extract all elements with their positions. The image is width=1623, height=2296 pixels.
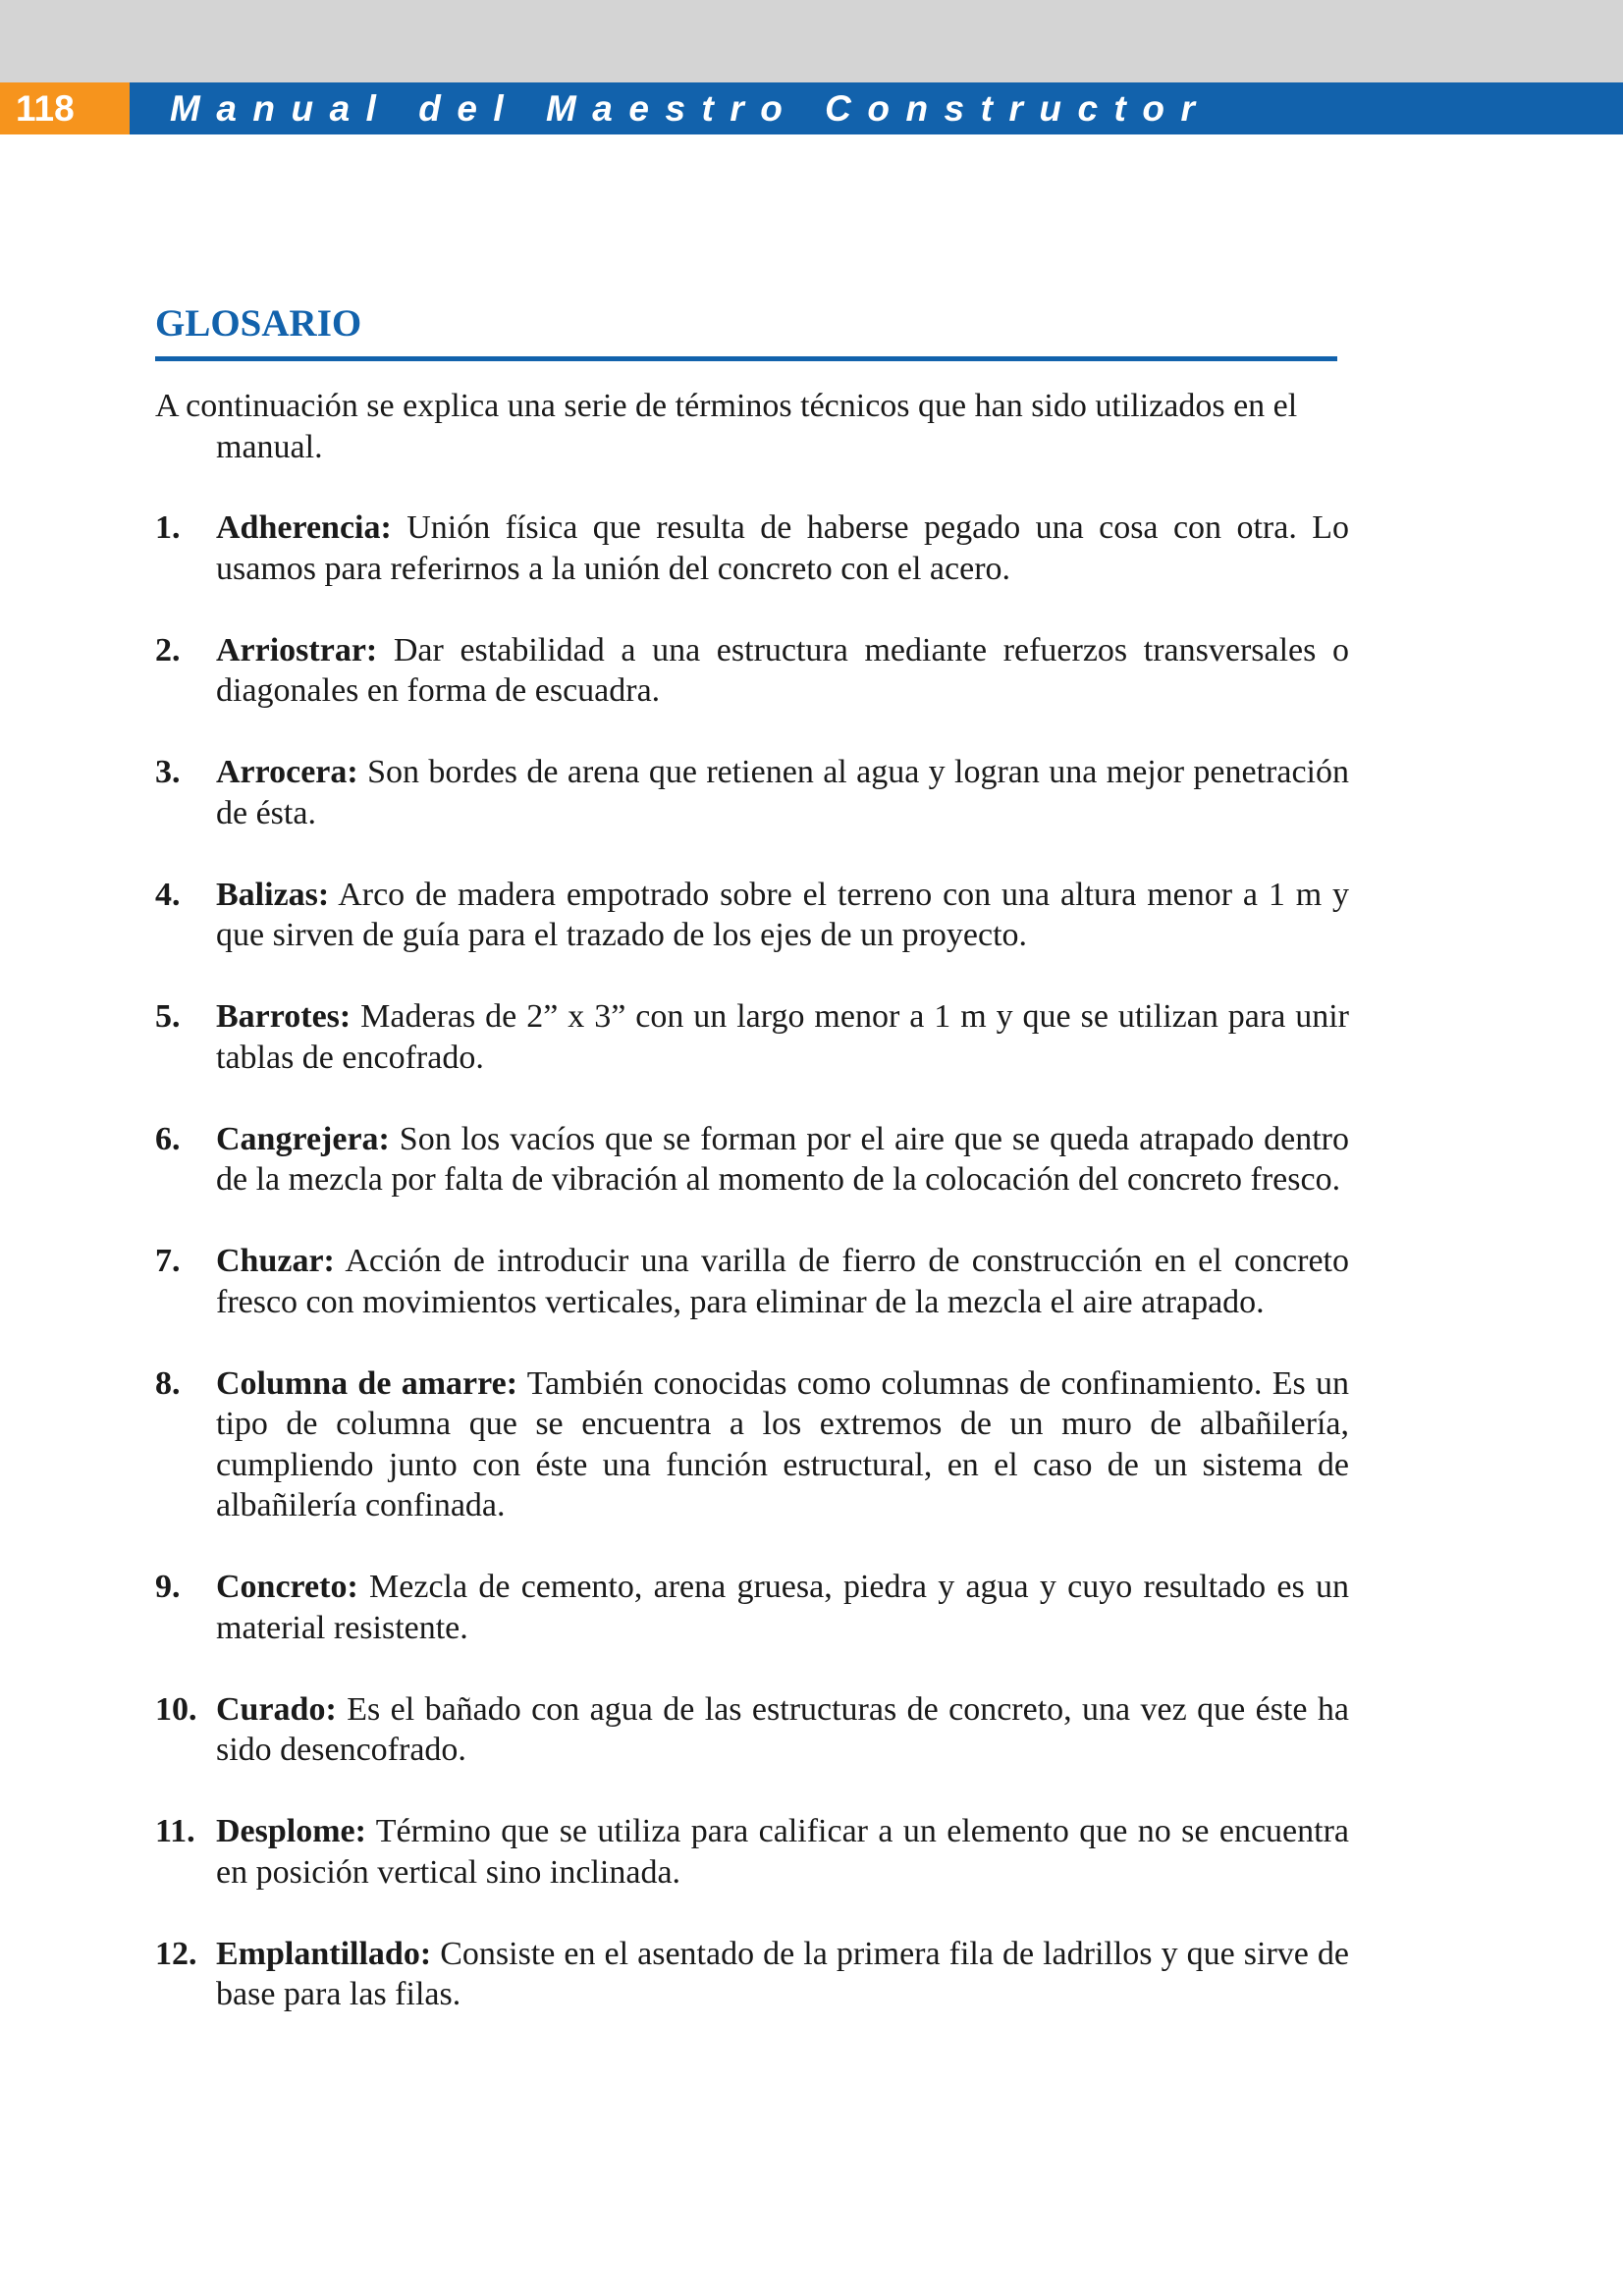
- item-number: 6.: [155, 1120, 181, 1157]
- item-term: Adherencia:: [216, 509, 392, 546]
- glossary-item: [155, 1119, 1349, 1201]
- item-number: 10.: [155, 1690, 197, 1728]
- heading-divider: [155, 356, 1337, 361]
- item-term: Chuzar:: [216, 1243, 335, 1279]
- intro-paragraph: A continuación se explica una serie de términos técnicos que han sido utilizados en el manual.: [155, 388, 1298, 465]
- glossary-item: [155, 752, 1349, 833]
- section-heading: GLOSARIO: [155, 302, 362, 345]
- item-definition: También conocidas como columnas de confinamiento. Es un tipo de columna que se encuentra a los extremos de un muro de albañilería, cumpliendo junto con éste una función estructural, en el caso de un sistema de albañilería confinada.: [216, 1364, 1349, 1523]
- item-definition: Término que se utiliza para calificar a un elemento que no se encuentra en posición vertical sino inclinada.: [216, 1813, 1349, 1891]
- glossary-item: [155, 630, 1349, 712]
- item-definition: Unión física que resulta de haberse pegado una cosa con otra. Lo usamos para referirnos a la unión del concreto con el acero.: [216, 509, 1349, 587]
- glossary-item: [155, 1811, 1349, 1893]
- item-definition: Dar estabilidad a una estructura mediante refuerzos transversales o diagonales en forma de escuadra.: [216, 631, 1350, 709]
- item-term: Balizas:: [216, 876, 330, 913]
- item-number: 9.: [155, 1569, 181, 1605]
- item-definition: Arco de madera empotrado sobre el terreno con una altura menor a 1 m y que sirven de guía para el trazado de los ejes de un proyecto.: [216, 876, 1349, 953]
- glossary-item: [155, 875, 1349, 956]
- item-number: 8.: [155, 1364, 181, 1402]
- glossary-list: [155, 507, 1349, 2056]
- glossary-item: [155, 1934, 1349, 2015]
- item-term: Columna de amarre:: [216, 1364, 518, 1402]
- item-term: Arrocera:: [216, 754, 358, 790]
- item-number: 12.: [155, 1935, 197, 1972]
- glossary-item: [155, 1689, 1349, 1771]
- item-term: Barrotes:: [216, 998, 352, 1035]
- glossary-item: [155, 996, 1349, 1078]
- item-definition: Maderas de 2” x 3” con un largo menor a 1 m y que se utilizan para unir tablas de encofrado.: [216, 998, 1350, 1076]
- item-definition: Acción de introducir una varilla de fierro de construcción en el concreto fresco con movimientos verticales, para eliminar de la mezcla el aire atrapado.: [216, 1243, 1350, 1320]
- item-term: Desplome:: [216, 1813, 366, 1849]
- item-definition: Mezcla de cemento, arena gruesa, piedra y agua y cuyo resultado es un material resistente.: [216, 1569, 1349, 1646]
- item-number: 3.: [155, 754, 181, 790]
- item-number: 2.: [155, 631, 181, 668]
- item-term: Cangrejera:: [216, 1120, 390, 1157]
- top-band: [0, 0, 1623, 82]
- item-term: Curado:: [216, 1690, 337, 1728]
- item-number: 1.: [155, 509, 181, 546]
- running-header-title: Manual del Maestro Constructor: [170, 88, 1212, 129]
- glossary-item: [155, 1567, 1349, 1648]
- item-number: 7.: [155, 1243, 181, 1279]
- item-definition: Consiste en el asentado de la primera fila de ladrillos y que sirve de base para las filas.: [216, 1935, 1350, 2012]
- item-definition: Son los vacíos que se forman por el aire que se queda atrapado dentro de la mezcla por falta de vibración al momento de la colocación del concreto fresco.: [216, 1120, 1349, 1198]
- item-term: Arriostrar:: [216, 631, 378, 668]
- item-number: 11.: [155, 1813, 195, 1849]
- item-definition: Es el bañado con agua de las estructuras de concreto, una vez que éste ha sido desencofrado.: [216, 1690, 1350, 1768]
- glossary-item: [155, 1363, 1349, 1526]
- glossary-item: [155, 1241, 1349, 1322]
- item-definition: Son bordes de arena que retienen al agua y logran una mejor penetración de ésta.: [216, 754, 1350, 831]
- page-number: 118: [0, 82, 130, 134]
- item-number: 5.: [155, 998, 181, 1035]
- item-term: Emplantillado:: [216, 1935, 432, 1972]
- glossary-item: [155, 507, 1349, 589]
- item-number: 4.: [155, 876, 181, 913]
- item-term: Concreto:: [216, 1569, 358, 1605]
